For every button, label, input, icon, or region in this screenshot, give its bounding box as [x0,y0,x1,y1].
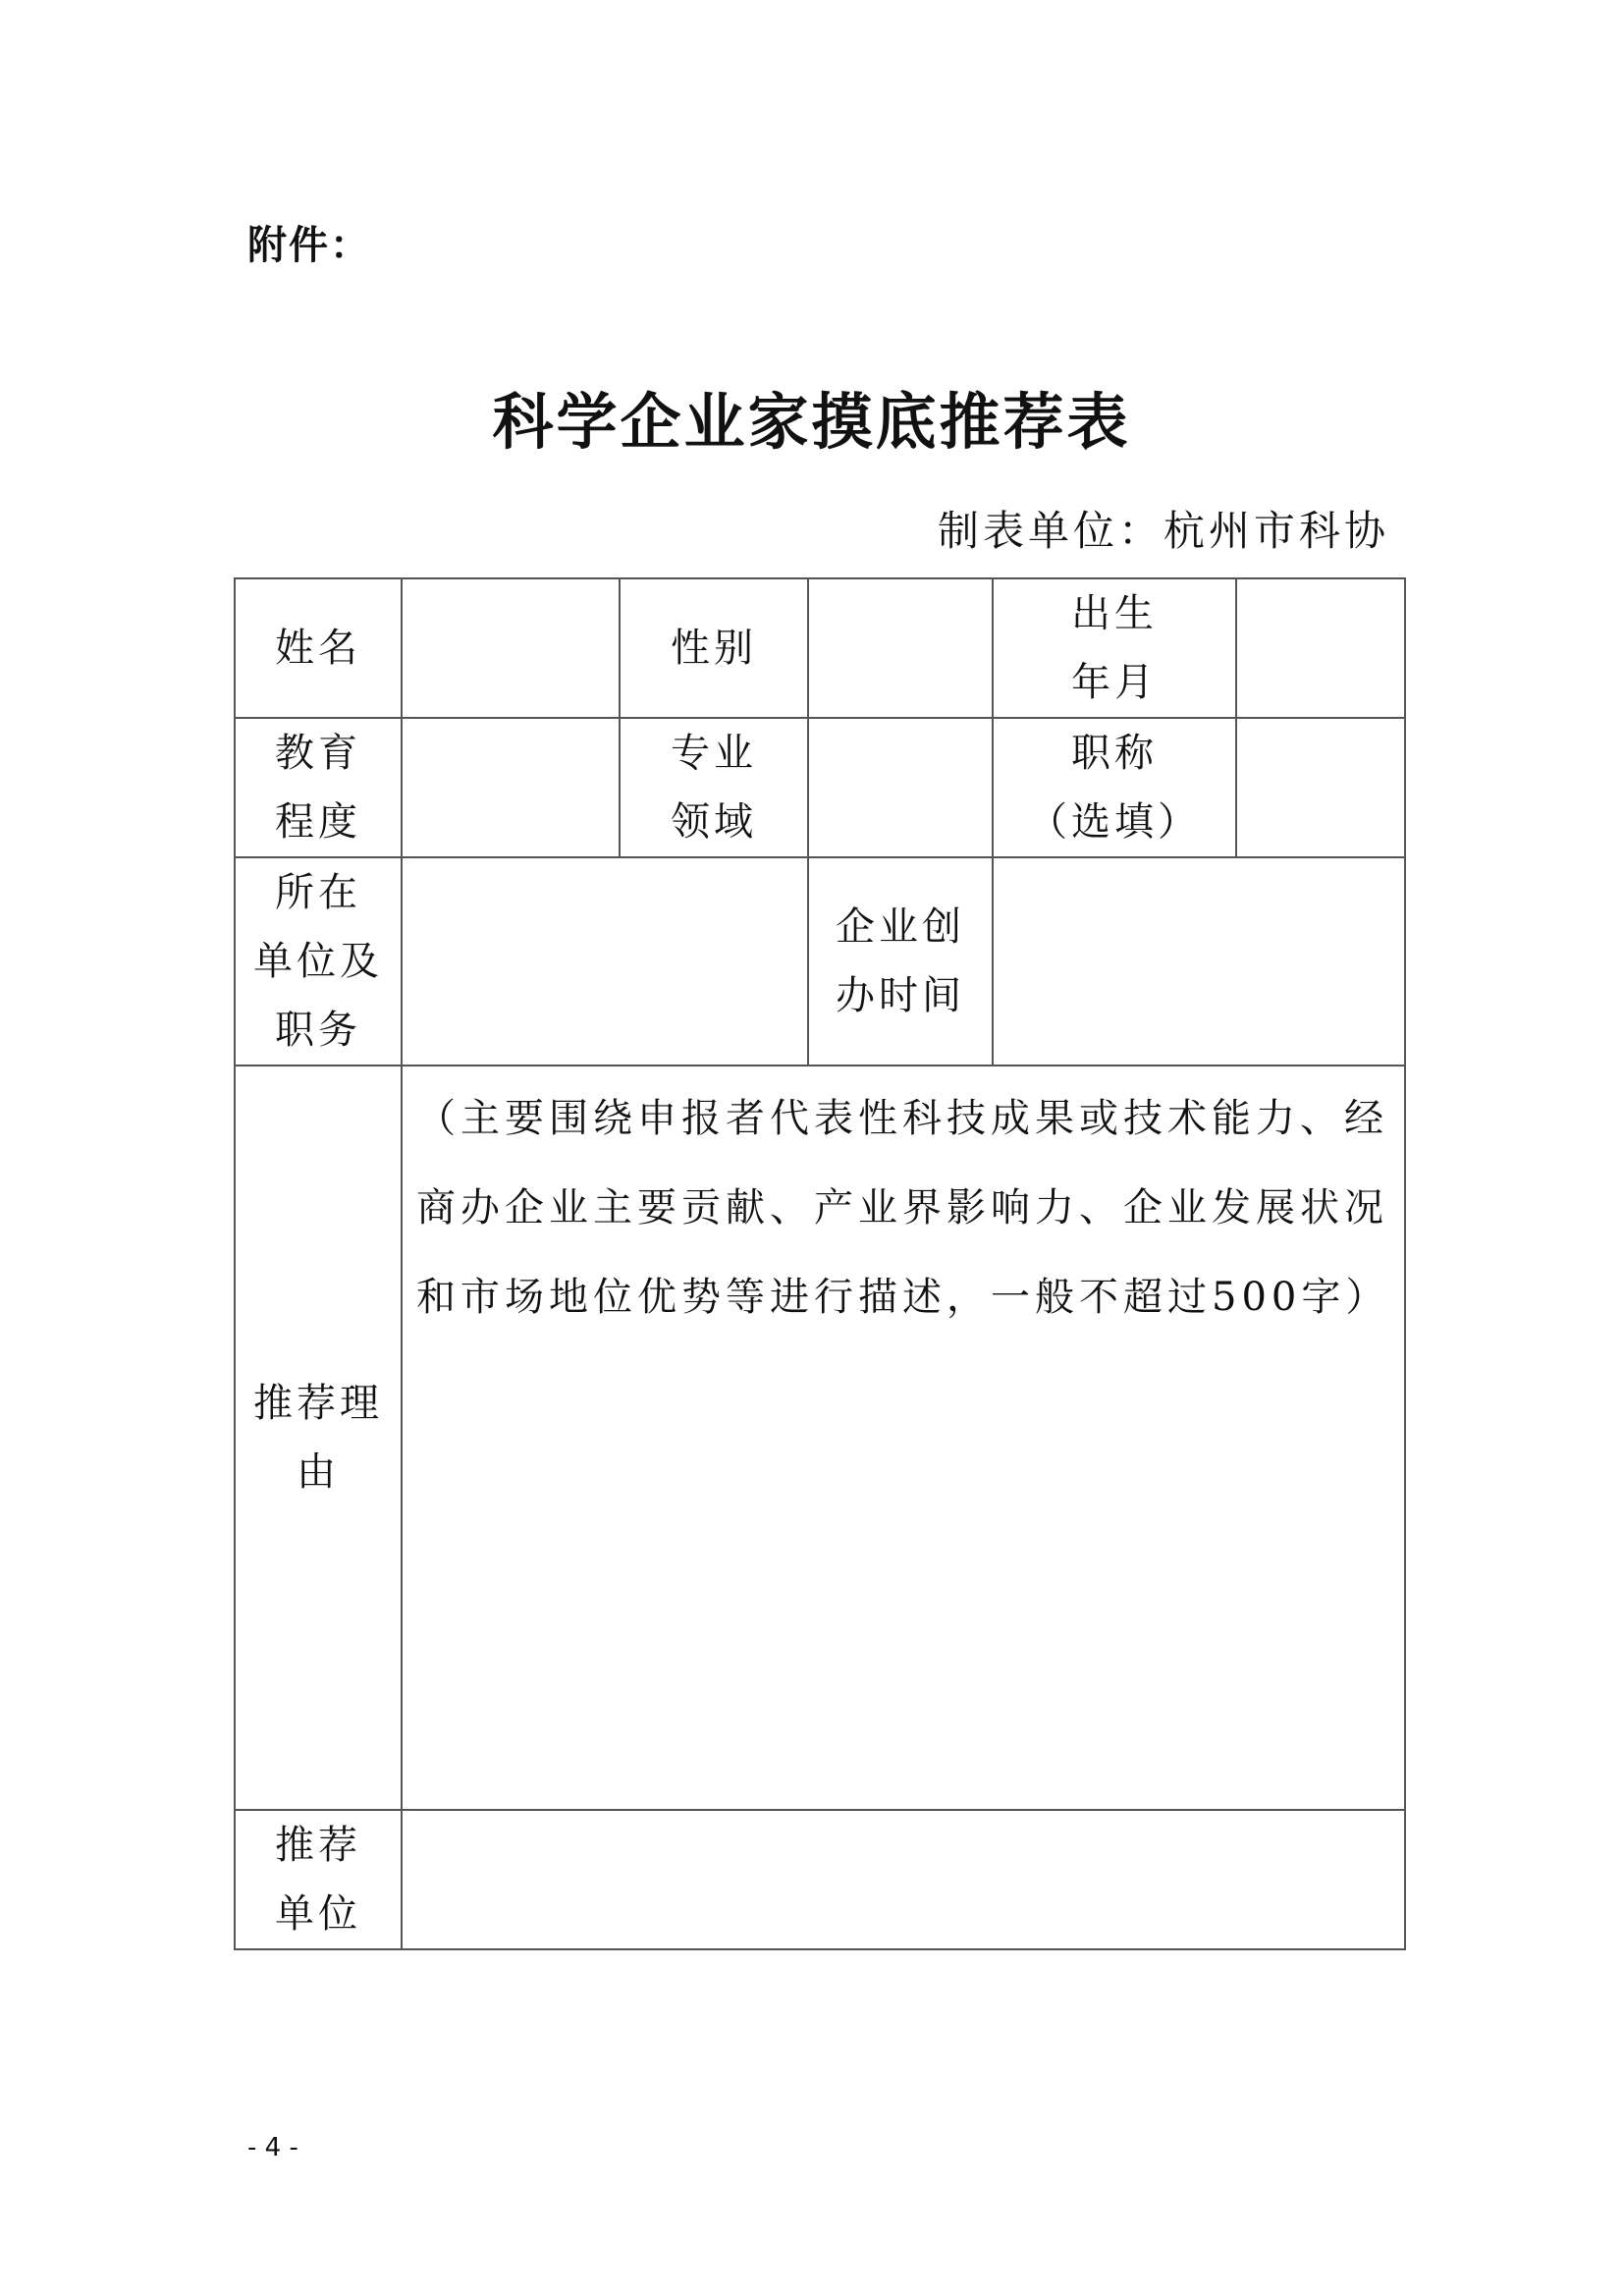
founded-time-field[interactable] [993,857,1405,1066]
reason-field[interactable] [402,1066,1405,1810]
form-row-recommender [235,1810,1405,1949]
name-field[interactable] [402,578,620,718]
job-title-label: 职称 （选填） [993,718,1236,857]
page-title: 科学企业家摸底推荐表 [492,386,1131,458]
employer-field[interactable] [402,857,808,1066]
attachment-label: 附件： [247,223,371,268]
form-row-reason [235,1066,1405,1810]
education-field[interactable] [402,718,620,857]
birth-date-field[interactable] [1236,578,1405,718]
name-label: 姓名 [235,578,402,718]
field-label: 专业 领域 [620,718,808,857]
education-label: 教育 程度 [235,718,402,857]
form-row-education [235,718,1405,857]
form-row-basic [235,578,1405,718]
recommender-label: 推荐 单位 [235,1810,402,1949]
gender-field[interactable] [808,578,993,718]
reason-guidance-text: （主要围绕申报者代表性科技成果或技术能力、经商办企业主要贡献、产业界影响力、企业发展状况和市场地位优势等进行描述，一般不超过500字） [416,1096,1390,1320]
founded-time-label: 企业创 办时间 [808,857,993,1066]
job-title-field[interactable] [1236,718,1405,857]
employer-label: 所在 单位及 职务 [235,857,402,1066]
issuing-unit: 制表单位：杭州市科协 [937,507,1389,555]
page-number: - 4 - [247,2133,298,2162]
birth-date-label: 出生 年月 [993,578,1236,718]
form-row-employer [235,857,1405,1066]
field-field[interactable] [808,718,993,857]
reason-label: 推荐理 由 [235,1066,402,1810]
recommendation-form [234,577,1406,1950]
recommender-field[interactable] [402,1810,1405,1949]
gender-label: 性别 [620,578,808,718]
